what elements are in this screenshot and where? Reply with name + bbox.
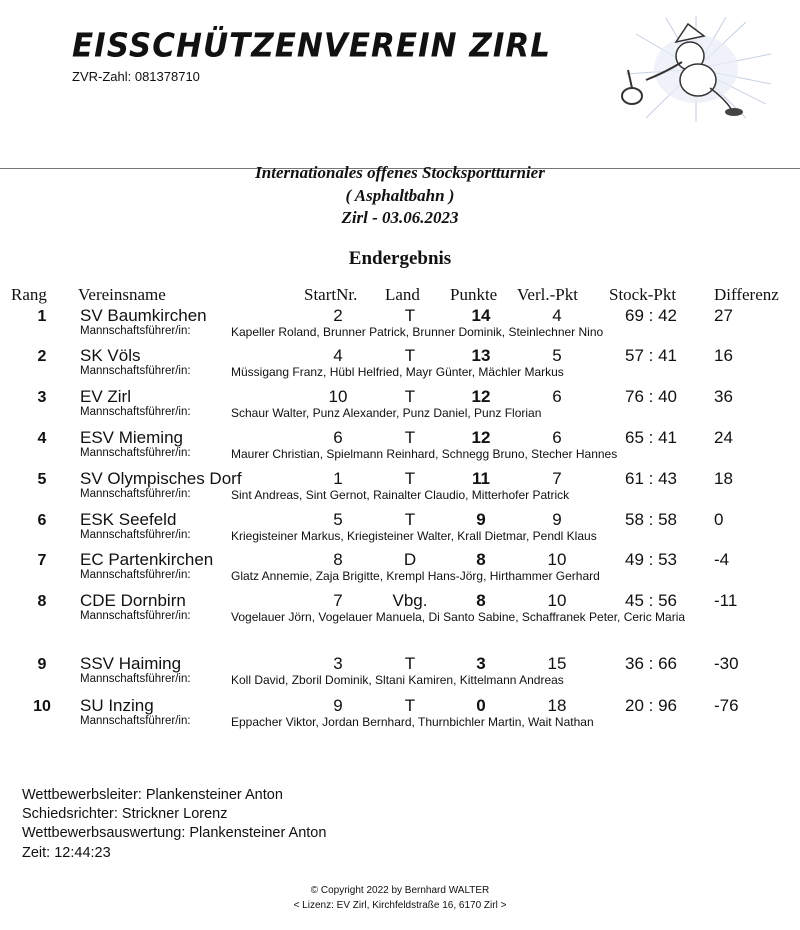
column-header-land: Land [385, 285, 420, 304]
team-verl: 10 [547, 550, 567, 569]
team-startnr: 7 [333, 591, 343, 610]
team-diff: 16 [714, 346, 733, 365]
captain-label: Mannschaftsführer/in: [80, 447, 191, 459]
team-verl: 4 [552, 306, 562, 325]
team-row [0, 469, 800, 509]
team-land: T [404, 696, 416, 715]
team-rank: 2 [37, 348, 47, 365]
team-punkte: 12 [471, 387, 491, 406]
captain-label: Mannschaftsführer/in: [80, 406, 191, 418]
column-header-startnr: StartNr. [304, 285, 358, 304]
team-members: Koll David, Zboril Dominik, Sltani Kamiren, Kittelmann Andreas [231, 673, 564, 687]
event-title: Internationales offenes Stocksportturnier [255, 163, 545, 182]
team-land: T [404, 654, 416, 673]
team-diff: -76 [714, 696, 739, 715]
team-members: Kapeller Roland, Brunner Patrick, Brunner Dominik, Steinlechner Nino [231, 325, 604, 339]
team-stock: 20 : 96 [625, 696, 677, 715]
team-rank: 7 [37, 552, 47, 569]
team-stock: 36 : 66 [625, 654, 677, 673]
team-rank: 6 [37, 512, 47, 529]
team-stock: 57 : 41 [625, 346, 677, 365]
team-land: D [403, 550, 417, 569]
team-diff: 36 [714, 387, 733, 406]
captain-label: Mannschaftsführer/in: [80, 715, 191, 727]
column-header-diff: Differenz [714, 285, 779, 304]
team-punkte: 8 [476, 591, 486, 610]
team-punkte: 14 [471, 306, 491, 325]
column-header-verein: Vereinsname [78, 285, 166, 304]
team-rank: 3 [37, 389, 47, 406]
team-name: ESK Seefeld [80, 510, 177, 529]
column-header-rang: Rang [11, 285, 47, 304]
captain-label: Mannschaftsführer/in: [80, 488, 191, 500]
captain-label: Mannschaftsführer/in: [80, 325, 191, 337]
team-members: Vogelauer Jörn, Vogelauer Manuela, Di Santo Sabine, Schaffranek Peter, Ceric Maria [231, 610, 686, 624]
team-startnr: 6 [333, 428, 343, 447]
team-land: T [404, 387, 416, 406]
team-members: Maurer Christian, Spielmann Reinhard, Schnegg Bruno, Stecher Hannes [231, 447, 618, 461]
zvr-number: ZVR-Zahl: 081378710 [72, 69, 200, 84]
team-punkte: 11 [472, 469, 490, 488]
team-verl: 6 [552, 387, 562, 406]
team-row [0, 428, 800, 468]
captain-label: Mannschaftsführer/in: [80, 569, 191, 581]
referee: Schiedsrichter: Strickner Lorenz [22, 806, 228, 822]
team-rank: 4 [37, 430, 47, 447]
team-row [0, 654, 800, 694]
team-name: EV Zirl [80, 387, 131, 406]
team-row [0, 346, 800, 386]
team-row [0, 591, 800, 647]
column-header-verl: Verl.-Pkt [517, 285, 578, 304]
team-verl: 7 [552, 469, 562, 488]
license: < Lizenz: EV Zirl, Kirchfeldstraße 16, 6170 Zirl > [293, 900, 507, 911]
team-diff: 24 [714, 428, 733, 447]
team-members: Schaur Walter, Punz Alexander, Punz Daniel, Punz Florian [231, 406, 542, 420]
team-stock: 69 : 42 [625, 306, 677, 325]
team-land: T [404, 306, 416, 325]
evaluation: Wettbewerbsauswertung: Plankensteiner Anton [22, 825, 327, 841]
copyright: © Copyright 2022 by Bernhard WALTER [310, 885, 490, 896]
team-row [0, 306, 800, 346]
team-stock: 61 : 43 [625, 469, 677, 488]
team-members: Müssigang Franz, Hübl Helfried, Mayr Günter, Mächler Markus [231, 365, 564, 379]
team-members: Sint Andreas, Sint Gernot, Rainalter Claudio, Mitterhofer Patrick [231, 488, 570, 502]
team-verl: 18 [547, 696, 567, 715]
captain-label: Mannschaftsführer/in: [80, 365, 191, 377]
column-header-punkte: Punkte [450, 285, 498, 304]
team-verl: 10 [547, 591, 567, 610]
team-land: T [404, 469, 416, 488]
team-punkte: 3 [476, 654, 486, 673]
team-name: SV Olympisches Dorf [80, 469, 242, 488]
team-punkte: 12 [471, 428, 491, 447]
team-diff: 18 [714, 469, 733, 488]
team-rank: 9 [37, 656, 47, 673]
team-land: T [404, 346, 416, 365]
team-diff: -30 [714, 654, 739, 673]
team-row [0, 696, 800, 736]
team-startnr: 1 [333, 469, 343, 488]
column-header-stock: Stock-Pkt [609, 285, 677, 304]
team-stock: 45 : 56 [625, 591, 677, 610]
team-name: SV Baumkirchen [80, 306, 207, 325]
team-startnr: 8 [333, 550, 343, 569]
team-startnr: 5 [333, 510, 343, 529]
team-stock: 76 : 40 [625, 387, 677, 406]
team-rank: 1 [37, 308, 47, 325]
team-stock: 65 : 41 [625, 428, 677, 447]
team-diff: 27 [714, 306, 733, 325]
team-punkte: 9 [476, 510, 486, 529]
team-members: Eppacher Viktor, Jordan Bernhard, Thurnbichler Martin, Wait Nathan [231, 715, 594, 729]
team-diff: 0 [714, 510, 724, 529]
team-rank: 8 [37, 593, 47, 610]
competition-leader: Wettbewerbsleiter: Plankensteiner Anton [22, 787, 283, 803]
team-startnr: 10 [328, 387, 348, 406]
team-row [0, 510, 800, 550]
team-name: CDE Dornbirn [80, 591, 186, 610]
team-verl: 15 [547, 654, 567, 673]
team-punkte: 13 [471, 346, 491, 365]
captain-label: Mannschaftsführer/in: [80, 610, 191, 622]
results-title: Endergebnis [348, 248, 452, 269]
team-rank: 5 [37, 471, 47, 488]
team-verl: 9 [552, 510, 562, 529]
team-name: SSV Haiming [80, 654, 182, 673]
team-members: Glatz Annemie, Zaja Brigitte, Krempl Hans-Jörg, Hirthammer Gerhard [231, 569, 600, 583]
team-stock: 49 : 53 [625, 550, 677, 569]
team-verl: 6 [552, 428, 562, 447]
team-land: Vbg. [392, 591, 428, 610]
team-punkte: 0 [476, 696, 486, 715]
team-row [0, 387, 800, 427]
team-startnr: 9 [333, 696, 343, 715]
time: Zeit: 12:44:23 [22, 845, 111, 861]
team-row [0, 550, 800, 590]
team-startnr: 2 [333, 306, 343, 325]
team-land: T [404, 428, 416, 447]
team-startnr: 3 [333, 654, 343, 673]
team-startnr: 4 [333, 346, 343, 365]
team-name: ESV Mieming [80, 428, 183, 447]
team-name: SU Inzing [80, 696, 154, 715]
team-land: T [404, 510, 416, 529]
team-rank: 10 [33, 698, 51, 715]
team-diff: -11 [714, 591, 738, 610]
club-title: EISSCHÜTZENVEREIN ZIRL [72, 27, 551, 65]
team-verl: 5 [552, 346, 562, 365]
captain-label: Mannschaftsführer/in: [80, 673, 191, 685]
event-surface: ( Asphaltbahn ) [345, 186, 455, 205]
team-punkte: 8 [476, 550, 486, 569]
team-diff: -4 [714, 550, 730, 569]
team-name: EC Partenkirchen [80, 550, 214, 569]
captain-label: Mannschaftsführer/in: [80, 529, 191, 541]
event-location-date: Zirl - 03.06.2023 [341, 208, 459, 227]
team-stock: 58 : 58 [625, 510, 677, 529]
team-name: SK Völs [80, 346, 141, 365]
club-logo-illustration [606, 14, 776, 124]
team-members: Kriegisteiner Markus, Kriegisteiner Walter, Krall Dietmar, Pendl Klaus [231, 529, 597, 543]
